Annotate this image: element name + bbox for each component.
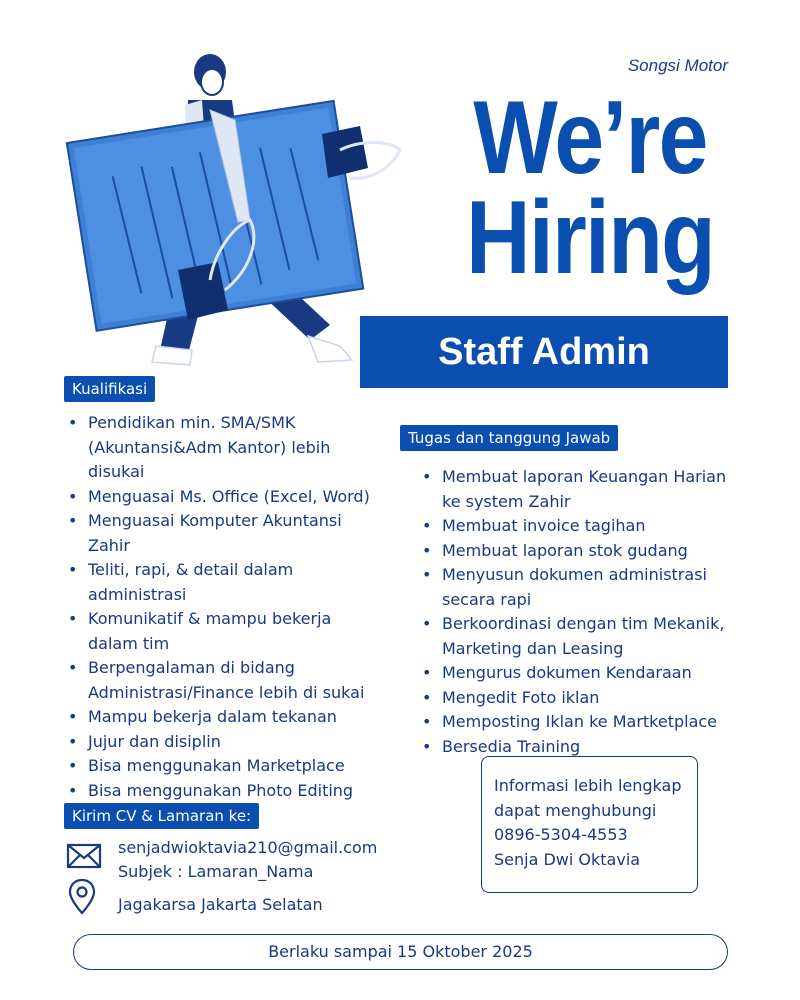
- list-item: • Pendidikan min. SMA/SMK (Akuntansi&Adm Kantor) lebih disukai: [64, 411, 384, 485]
- list-item: • Menyusun dokumen administrasi secara rapi: [418, 563, 738, 612]
- list-item: • Menguasai Ms. Office (Excel, Word): [64, 485, 384, 510]
- list-item: • Mampu bekerja dalam tekanan: [64, 705, 384, 730]
- location-pin-icon: [68, 878, 96, 916]
- qualifications-list: [64, 411, 384, 803]
- list-item: • Memposting Iklan ke Martketplace: [418, 710, 738, 735]
- list-item: • Jujur dan disiplin: [64, 730, 384, 755]
- headline-line-1: We’re: [473, 80, 707, 196]
- list-item: • Berpengalaman di bidang Administrasi/Finance lebih di sukai: [64, 656, 384, 705]
- list-item: • Teliti, rapi, & detail dalam administrasi: [64, 558, 384, 607]
- list-item: • Membuat laporan stok gudang: [418, 539, 738, 564]
- list-item: • Bisa menggunakan Marketplace: [64, 754, 384, 779]
- duties-label: Tugas dan tanggung Jawab: [400, 425, 618, 451]
- apply-label: Kirim CV & Lamaran ke:: [64, 803, 259, 829]
- apply-subject: Subjek : Lamaran_Nama: [118, 862, 314, 881]
- mail-icon: [66, 842, 102, 870]
- info-line-2: dapat menghubungi: [494, 800, 657, 820]
- info-line-1: Informasi lebih lengkap: [494, 776, 682, 795]
- company-name: Songsi Motor: [627, 56, 728, 75]
- contact-name: Senja Dwi Oktavia: [494, 849, 641, 869]
- list-item: • Membuat invoice tagihan: [418, 514, 738, 539]
- duties-list: [418, 465, 738, 759]
- qualifications-label: Kualifikasi: [64, 376, 155, 402]
- contact-phone[interactable]: 0896-5304-4553: [494, 825, 628, 844]
- office-address: Jagakarsa Jakarta Selatan: [118, 895, 323, 914]
- list-item: • Komunikatif & mampu bekerja dalam tim: [64, 607, 384, 656]
- list-item: • Menguasai Komputer Akuntansi Zahir: [64, 509, 384, 558]
- headline: [461, 80, 719, 296]
- apply-email[interactable]: senjadwioktavia210@gmail.com: [118, 838, 378, 857]
- list-item: • Bisa menggunakan Photo Editing: [64, 779, 384, 804]
- list-item: • Membuat laporan Keuangan Harian ke system Zahir: [418, 465, 738, 514]
- headline-line-2: Hiring: [465, 180, 715, 296]
- contact-info-box: [481, 756, 698, 893]
- list-item: • Berkoordinasi dengan tim Mekanik, Marketing dan Leasing: [418, 612, 738, 661]
- list-item: • Mengedit Foto iklan: [418, 686, 738, 711]
- position-title: Staff Admin: [360, 316, 728, 388]
- deadline-banner: Berlaku sampai 15 Oktober 2025: [73, 934, 728, 970]
- list-item: • Bersedia Training: [418, 735, 738, 760]
- list-item: • Mengurus dokumen Kendaraan: [418, 661, 738, 686]
